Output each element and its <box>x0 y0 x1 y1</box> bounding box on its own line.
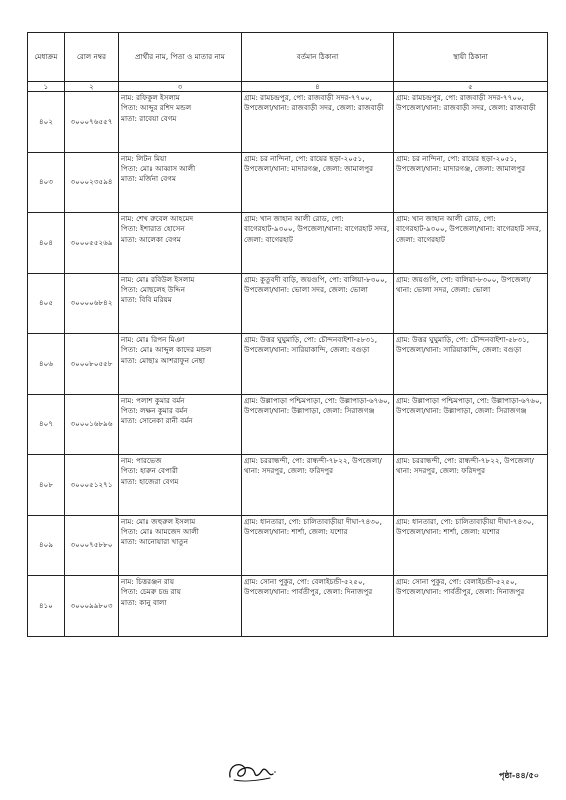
permanent-address-cell: গ্রাম: ধানতারা, পো: চালিতাবাড়ীয়া দীঘা-৭৪৩০, উপজেলা/থানা: শার্শা, জেলা: যশোর <box>394 515 548 576</box>
merit-cell: ৪০৮ <box>28 455 65 516</box>
roll-cell: ৩০০০৮০৫৫৮ <box>65 334 119 395</box>
roll-cell: ৩০০০৫১২৭১ <box>65 455 119 516</box>
applicant-table <box>27 32 548 637</box>
applicant-name: নাম: পারভেজ <box>121 456 162 465</box>
father-name: পিতা: আব্দুর রশিদ মন্ডল <box>121 103 192 113</box>
table-row <box>28 394 548 455</box>
name-cell <box>119 515 242 576</box>
column-index: ১ <box>28 82 65 92</box>
roll-cell: ৩০০০২৩৫৯৪ <box>65 152 119 213</box>
roll-cell: ৩০০০০৬৮৪২ <box>65 273 119 334</box>
permanent-address-cell: গ্রাম: সোনা পুকুর, পো: বেলাইচন্ডী-৫২৫০, উপজেলা/থানা: পার্বতীপুর, জেলা: দিনাজপুর <box>394 576 548 637</box>
applicant-name: নাম: শেখ রুবেল আহমেদ <box>121 214 194 223</box>
present-address-cell: গ্রাম: কুতুবদী বাড়ি, জয়গুপি, পো: বালিয়া-৮৩০০, উপজেলা/থানা: ভোলা সদর, জেলা: ভোলা <box>242 273 394 334</box>
header-permanent-address: স্থায়ী ঠিকানা <box>394 33 548 82</box>
mother-name: মাতা: বিবি মরিয়ম <box>121 295 172 305</box>
mother-name: মাতা: মোছাঃ আশরাফুন নেছা <box>121 355 205 365</box>
applicant-name: নাম: লিটন মিয়া <box>121 153 167 163</box>
present-address-cell: গ্রাম: উল্লাপাড়া পশ্চিমপাড়া, পো: উল্লাপাড়া-৬৭৬০, উপজেলা/থানা: উল্লাপাড়া, জেলা: সিরাজগঞ্জ <box>242 394 394 455</box>
mother-name: মাতা: কানু বালা <box>121 597 167 607</box>
permanent-address-cell: গ্রাম: উত্তর ঘুঘুমাড়ি, পো: চৌন্দনবাইশা-৫৮৩১, উপজেলা/থানা: সারিয়াকান্দি, জেলা: বগুড়া <box>394 334 548 395</box>
mother-name: মাতা: রাবেয়া বেগম <box>121 113 177 123</box>
signature <box>226 757 276 785</box>
merit-cell: ৪০৭ <box>28 394 65 455</box>
table-row <box>28 213 548 274</box>
header-merit: মেধাক্রম <box>28 33 65 82</box>
present-address-cell: গ্রাম: চররান্ধন্দী, পো: রান্ধন্দী-৭৮২২, উপজেলা/থানা: সদরপুর, জেলা: ফরিদপুর <box>242 455 394 516</box>
merit-cell: ৪১০ <box>28 576 65 637</box>
present-address-cell: গ্রাম: খান জাহান আলী রোড, পো: বাগেরহাট-৯৩০০, উপজেলা/থানা: বাগেরহাট সদর, জেলা: বাগেরহাট <box>242 213 394 274</box>
permanent-address-cell: গ্রাম: উল্লাপাড়া পশ্চিমপাড়া, পো: উল্লাপাড়া-৬৭৬০, উপজেলা/থানা: উল্লাপাড়া, জেলা: সিরাজগঞ্জ <box>394 394 548 455</box>
mother-name: মাতা: হাজেরা বেগম <box>121 476 179 486</box>
page-number: পৃষ্ঠা-৪৪/৫০ <box>499 771 539 780</box>
merit-cell: ৪০৬ <box>28 334 65 395</box>
table-row <box>28 515 548 576</box>
permanent-address-cell: গ্রাম: চররান্ধন্দী, পো: রান্ধন্দী-৭৮২২, উপজেলা/থানা: সদরপুর, জেলা: ফরিদপুর <box>394 455 548 516</box>
applicant-name: নাম: মোঃ রবিউল ইসলাম <box>121 274 195 284</box>
father-name: পিতা: লক্ষন কুমার বর্মন <box>121 405 188 415</box>
applicant-name: নাম: রফিকুল ইসলাম <box>121 93 180 102</box>
name-cell <box>119 273 242 334</box>
column-index: ৫ <box>394 82 548 92</box>
present-address-cell: গ্রাম: উত্তর ঘুঘুমাড়ি, পো: চৌন্দনবাইশা-৫৮৩১, উপজেলা/থানা: সারিয়াকান্দি, জেলা: বগুড়া <box>242 334 394 395</box>
column-index: ৪ <box>242 82 394 92</box>
merit-cell: ৪০৩ <box>28 152 65 213</box>
table-row <box>28 334 548 395</box>
name-cell <box>119 92 242 153</box>
applicant-name: নাম: পলাশ কুমার বর্মন <box>121 395 185 405</box>
table-row <box>28 576 548 637</box>
permanent-address-cell: গ্রাম: চর নান্দিনা, পো: রায়ের ছড়া-২০৫১, উপজেলা/থানা: মাদারগঞ্জ, জেলা: জামালপুর <box>394 152 548 213</box>
table-row <box>28 455 548 516</box>
permanent-address-cell: গ্রাম: খান জাহান আলী রোড, পো: বাগেরহাট-৯৩০০, উপজেলা/থানা: বাগেরহাট সদর, জেলা: বাগেরহাট <box>394 213 548 274</box>
present-address-cell: গ্রাম: চর নান্দিনা, পো: রায়ের ছড়া-২০৫১, উপজেলা/থানা: মাদারগঞ্জ, জেলা: জামালপুর <box>242 152 394 213</box>
present-address-cell: গ্রাম: রামচন্দ্রপুর, পো: রাজবাড়ী সদর-৭৭০০, উপজেলা/থানা: রাজবাড়ী সদর, জেলা: রাজবাড়ী <box>242 92 394 153</box>
column-index-row <box>28 82 548 92</box>
mother-name: মাতা: আলেকা বেগম <box>121 234 181 244</box>
merit-cell: ৪০৯ <box>28 515 65 576</box>
header-present-address: বর্তমান ঠিকানা <box>242 33 394 82</box>
merit-cell: ৪০২ <box>28 92 65 153</box>
roll-cell: ৩০০০৯৯৮০৩ <box>65 576 119 637</box>
table-row <box>28 92 548 153</box>
roll-cell: ৩০০০৭৫৮৮০ <box>65 515 119 576</box>
applicant-name: নাম: মোঃ রিপন মিঞা <box>121 335 185 344</box>
mother-name: মাতা: মর্জিনা বেগম <box>121 174 177 184</box>
header-row <box>28 33 548 82</box>
father-name: পিতা: চেমরু চন্দ্র রায় <box>121 587 181 597</box>
mother-name: মাতা: আনোয়ারা খাতুন <box>121 537 189 547</box>
name-cell <box>119 394 242 455</box>
father-name: পিতা: মোঃ আমজেদ আলী <box>121 526 199 536</box>
father-name: পিতা: মোছলেহ উদ্দিন <box>121 284 186 294</box>
name-cell <box>119 455 242 516</box>
header-name: প্রার্থীর নাম, পিতা ও মাতার নাম <box>119 33 242 82</box>
column-index: ৩ <box>119 82 242 92</box>
roll-cell: ৩০০০৭৬৫৫৭ <box>65 92 119 153</box>
merit-cell: ৪০৪ <box>28 213 65 274</box>
name-cell <box>119 334 242 395</box>
father-name: পিতা: মোঃ আব্দুল কাদের মন্ডল <box>121 345 212 355</box>
father-name: পিতা: হারুন বেপারী <box>121 466 178 476</box>
table-row <box>28 152 548 213</box>
roll-cell: ৩০০০১৬৮৯৬ <box>65 394 119 455</box>
present-address-cell: গ্রাম: সোনা পুকুর, পো: বেলাইচন্ডী-৫২৫০, উপজেলা/থানা: পার্বতীপুর, জেলা: দিনাজপুর <box>242 576 394 637</box>
permanent-address-cell: গ্রাম: রামচন্দ্রপুর, পো: রাজবাড়ী সদর-৭৭০০, উপজেলা/থানা: রাজবাড়ী সদর, জেলা: রাজবাড়ী <box>394 92 548 153</box>
permanent-address-cell: গ্রাম: জয়গুপি, পো: বালিয়া-৮৩০০, উপজেলা/থানা: ভোলা সদর, জেলা: ভোলা <box>394 273 548 334</box>
column-index: ২ <box>65 82 119 92</box>
mother-name: মাতা: সোনেকা রানী বর্মন <box>121 416 193 426</box>
father-name: পিতা: মোঃ আব্বাস আলী <box>121 163 196 173</box>
applicant-list-sheet <box>27 32 547 637</box>
name-cell <box>119 213 242 274</box>
present-address-cell: গ্রাম: ধানতারা, পো: চালিতাবাড়ীয়া দীঘা-৭৪৩০, উপজেলা/থানা: শার্শা, জেলা: যশোর <box>242 515 394 576</box>
name-cell <box>119 152 242 213</box>
merit-cell: ৪০৫ <box>28 273 65 334</box>
header-roll: রোল নম্বর <box>65 33 119 82</box>
name-cell <box>119 576 242 637</box>
table-row <box>28 273 548 334</box>
applicant-name: নাম: চিত্তরঞ্জন রায় <box>121 577 175 586</box>
roll-cell: ৩০০০৫৫২৬৯ <box>65 213 119 274</box>
applicant-name: নাম: মোঃ জহুরুল ইসলাম <box>121 516 196 526</box>
father-name: পিতা: ইশারাত হোসেন <box>121 224 185 234</box>
